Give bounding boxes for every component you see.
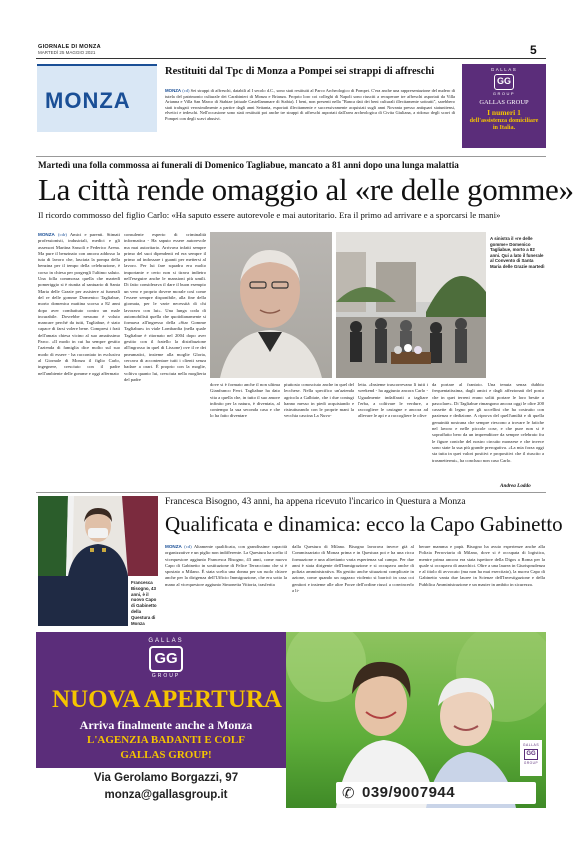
gallas-small-line1: I numeri 1 [487, 108, 521, 117]
section-label: MONZA [45, 88, 131, 113]
portrait-photo [210, 232, 332, 378]
second-kicker: Francesca Bisogno, 43 anni, ha appena ricevuto l'incarico in Questura a Monza [165, 497, 466, 507]
ad-logo-box [121, 638, 211, 679]
gallas-small-sub: GROUP [492, 91, 516, 96]
main-col-5-text: letta. «Insieme trascorrevano lì tutti i weekend - ha aggiunto ancora Carlo - Ugualmente indaffarati a tagliare l'erba, a coltivare le verdure, a raccogliere le castagne e ancora ad allevare le api e a raccogliere le olive [358, 382, 428, 419]
main-tag: MONZA [38, 232, 55, 237]
gallas-small-name: GALLAS GROUP [479, 99, 529, 106]
section-box [37, 64, 157, 132]
gallas-small-logo-icon: GG [494, 74, 514, 90]
ad-small-logo-icon: GG [524, 749, 538, 760]
issue-date: MARTEDÌ 25 MAGGIO 2021 [38, 50, 96, 55]
funeral-illustration [336, 232, 486, 378]
ad-sub: GROUP [151, 673, 181, 679]
second-col-2 [292, 544, 414, 628]
ad-line1: Arriva finalmente anche a Monza [79, 718, 253, 732]
funeral-photo [336, 232, 486, 378]
main-col-6 [432, 382, 544, 482]
top-story-title: Restituiti dal Tpc di Monza a Pompei sei strappi di affreschi [165, 66, 435, 77]
gallas-small-ad[interactable] [462, 64, 546, 148]
second-col-1-text: Altamente qualificata, con grandissime capacità organizzative e un piglio non indifferente. La Questura ha scelto il vicequestore aggiunto Francesca Bisogno, 43 anni, come nuovo Capo di Gabinetto in sostituzione di Felice Terracciano che si è spostato a Milano. È stata scelta una donna per un ruolo chiave anche per la dirigenza dell'Ufficio Immigrazione, che era sotto la mano al vicequestore aggiunto Simonetta Vittoria, trasferita [165, 544, 287, 587]
officer-photo-lower [38, 576, 128, 626]
second-col-3-text: berare mamma e papà. Bisogno ha avuto esperienze anche alla Polizia Ferroviaria di Milano, dove si è occupata di logistica, mentre prima ancora era stata ispettore della Digos a Roma per la quale si occupava di anarchici. Oltre a una laurea in Giurisprudenza e al titolo di avvocato (ma non ha mai esercitato), la nuova Capo di Gabinetto vanta due lauree in Scienze dell'Investigazione e della Pubblica Amministrazione e un master in ambito in sicurezza. [419, 544, 545, 587]
ad-headline: NUOVA APERTURA [52, 686, 282, 713]
main-col-2-text: consulente esperto di criminalità informatica - Ha saputo essere autorevole ma mai autoritario. Arrivava infatti sempre primo del suoi dipendenti ed era sempre il primo ad indossare i guanti per mettersi al lavoro. Per lui fare squadra era molto importante e certo non si tirava indietro nell'eseguire anche le mansioni più umili. Di fatto considerava il dare il buon esempio un vero e proprio dovere morale così come l'essere sempre disponibile, alla fine della giornata, per le varie necessità di chi lavorava con lui». Una lunga coda di automobilisti quella che quotidianamente si formava all'ingresso della «Star Gomme Tagliabue» in viale Lombardia (nella quale Tagliabue è ritornato nel 2004 dopo aver gestito con il fratello la distribuzione all'ingrosso in quel di Lissone) ove il re dei pneumatici, insieme alla moglie Gloria, cercava di accontentare tutti i clienti senza badare a orari. È proprio con la moglie, voltiva quanto lui, cresciuta nella moglieria del padre [124, 232, 206, 382]
second-col-2-text: dalla Questura di Milano. Bisogno lavorava invece già al Commissariato di Monza prima e in Questura poi e ha una ricca formazione e una altrettanto varia esperienza sul campo. Per due anni è stata dirigente dell'Immigrazione e si occupava anche di polizia amministrativa. Ha gestito anche situazioni complicate in azione, come quando un ragazzo violento si barricò in casa coi genitori e insieme alle altre Forze dell'ordine riuscì a convincerlo a li- [292, 544, 414, 594]
phone-icon: ✆ [342, 784, 355, 802]
main-col-6-text: da portare al frantoio. Una tenuta senza dubbio frequentatissima, dagli amici e dagli affezionati del posto che in quei terreni erano soliti portare le loro bestie a pascolare». Di Tagliabue rimangono ancora oggi le oltre 200 cassette di legno per gli uccellini che ha costruito con pazienza e dedizione. A riprova del quell'umiltà e di quella genuinità nostrana che sempre riescono a trovare le fatiche nel lavoro e nelle piccole cose, e che pure non si è sopraffatto bero da un imprenditore da sempre celebrato fra le figure coniche del nostro circuito monzese e che invece sono state la sua più grande prerogativa. «La mia forza oggi sta tutta in quei valori positivi e propositivi che il riuscito a trasmettermi», ha concluso non caso Carlo. [432, 382, 544, 463]
paper-name: GIORNALE DI MONZA [38, 44, 101, 50]
main-rule [36, 156, 546, 157]
ad-small-logo [520, 740, 542, 776]
second-col-3 [419, 544, 545, 628]
second-rule [36, 492, 546, 493]
portrait-illustration [210, 232, 332, 378]
main-col-2 [124, 232, 206, 482]
ad-email[interactable]: monza@gallasgroup.it [104, 789, 228, 801]
main-col-5 [358, 382, 428, 482]
ad-phone: 039/9007944 [362, 784, 456, 801]
officer-caption: Francesca Bisogno, 43 anni, è il nuovo Capo di Gabinetto della Questura di Monza [131, 580, 157, 626]
ad-address: Via Gerolamo Borgazzi, 97 [93, 772, 239, 784]
gallas-small-brand: GALLAS [490, 67, 518, 72]
second-col-1 [165, 544, 287, 628]
ad-brand: GALLAS [148, 638, 184, 644]
main-col-1-text: Amici e parenti. Stimati professionisti, industriali, medici e gli assessori Martina Sassoli e Federico Arena. Ma pure il benzinaio con ancora addosso la tuta di lavoro che, lasciata la pompa della benzina per il tempo della celebrazione, è corso in chiesa per porgergli l'ultimo saluto. Una folla commossa quella che martedì pomeriggio si è riunita al santuario di Santa Maria delle Grazie per assistere ai funerali del re delle gomme Domenico Tagliabue, morto domenica mattina scorsa a 82 anni dopo aver combattuto contro un male incurabile. Dovrebbe nessuno è voluto mancare perché da tutti, Tagliabue, è stato capace di farsi volere bene. Compresi i frati dell'amata chiesa vicino al suo amatissimo Parco. «Il modo in cui ha sempre gestito l'azienda di famiglia dice molto sul suo modo di essere - ha raccontato in esclusiva al Giornale di Monza il figlio Carlo, ingegnere, cresciuto con il padre nell'ambiente delle gomme e oggi affermato [38, 232, 120, 376]
ad-logo-icon: GG [149, 646, 183, 672]
top-story-text: Sei strappi di affreschi, databili al I secolo d.C., sono stati restituiti al Parco Archeologico di Pompei. C'era anche una rappresentazione del nudero di tutela del patrimonio culturale dei Carabinieri di Monza e Brianza. Proprio loro coi colleghi di Napoli sono riusciti a recuperare tre affreschi asportati da Villa Arianna e Villa San Marco di Stabiae (attuale Castellammare di Stabia). I beni, non presenti nella "Banca dati dei beni culturali illecitamente sottratti", sarebbero stati trafugati verosimilmente a partire dagli anni Settanta, esportati illecitamente e successivamente acquistati sugli anni Novanta presso antiquari statunitensi, elvetici e tedeschi. Nell'occasione sono stati restituiti poi anche tre strappi di affreschi asportati dall'area archeologica di Civita Giuliana, a ridosso degli scavi di Pompei con degli scavi abusivi. [165, 88, 455, 121]
ad-line3: GALLAS GROUP! [120, 749, 212, 761]
masthead [38, 44, 198, 55]
officer-illustration [38, 496, 158, 576]
main-col-3-text: dove si è formato anche il non ultima Gianfranco Ferri. Tagliabue ha dato vita a quella che, in tutto il suo amore infinito per la natura, è diventata, al contempo la sua seconda casa e che lo ha fatto diventare [210, 382, 280, 419]
main-tag-suffix: (cdr) [58, 232, 67, 237]
main-author: Andrea Loddo [500, 483, 531, 489]
officer-photo [38, 496, 158, 576]
main-title: La città rende omaggio al «re delle gomme» [38, 172, 574, 207]
header-rule [36, 58, 546, 59]
main-kicker: Martedì una folla commossa ai funerali di Domenico Tagliabue, mancato a 81 anni dopo una lunga malattia [38, 160, 459, 170]
second-tag: MONZA [165, 544, 182, 549]
page-number: 5 [530, 43, 537, 57]
main-col-4-text: piuttosto conosciuto anche in quel del lecchese. Nella specifico un'azienda agricola a Galbiate, che i due coniugi hanno messo in piedi acquistando e ristrutturando con le proprie mani la vecchia cascina La Nuvo- [284, 382, 354, 419]
second-tag-suffix: (cd) [184, 544, 192, 549]
ad-small-logo-sub: GROUP [523, 761, 539, 765]
gallas-small-line3: in Italia. [492, 124, 516, 131]
top-story-tag-suffix: (cd) [182, 88, 190, 93]
ad-small-logo-brand: GALLAS [522, 743, 540, 747]
main-subtitle: Il ricordo commosso del figlio Carlo: «Ha saputo essere autorevole e mai autoritario. Era il primo ad arrivare e a sporcarsi le mani» [38, 210, 501, 220]
top-story-body [165, 88, 455, 132]
second-title: Qualificata e dinamica: ecco la Capo Gabinetto [165, 512, 563, 536]
gallas-small-line2: dell'assistenza domiciliare [469, 117, 539, 124]
ad-phone-box[interactable] [336, 782, 536, 804]
main-col-3 [210, 382, 280, 482]
main-col-4 [284, 382, 354, 482]
main-col-1 [38, 232, 120, 482]
top-story-tag: MONZA [165, 88, 182, 93]
main-photo-caption: A sinistra il «re delle gomme» Domenico Tagliabue, morto a 82 anni. Qui a lato il funerale al Convento di Santa Maria delle Grazie martedì [490, 236, 545, 269]
ad-line2: L'AGENZIA BADANTI E COLF [86, 734, 245, 746]
gallas-ad[interactable] [36, 632, 546, 808]
